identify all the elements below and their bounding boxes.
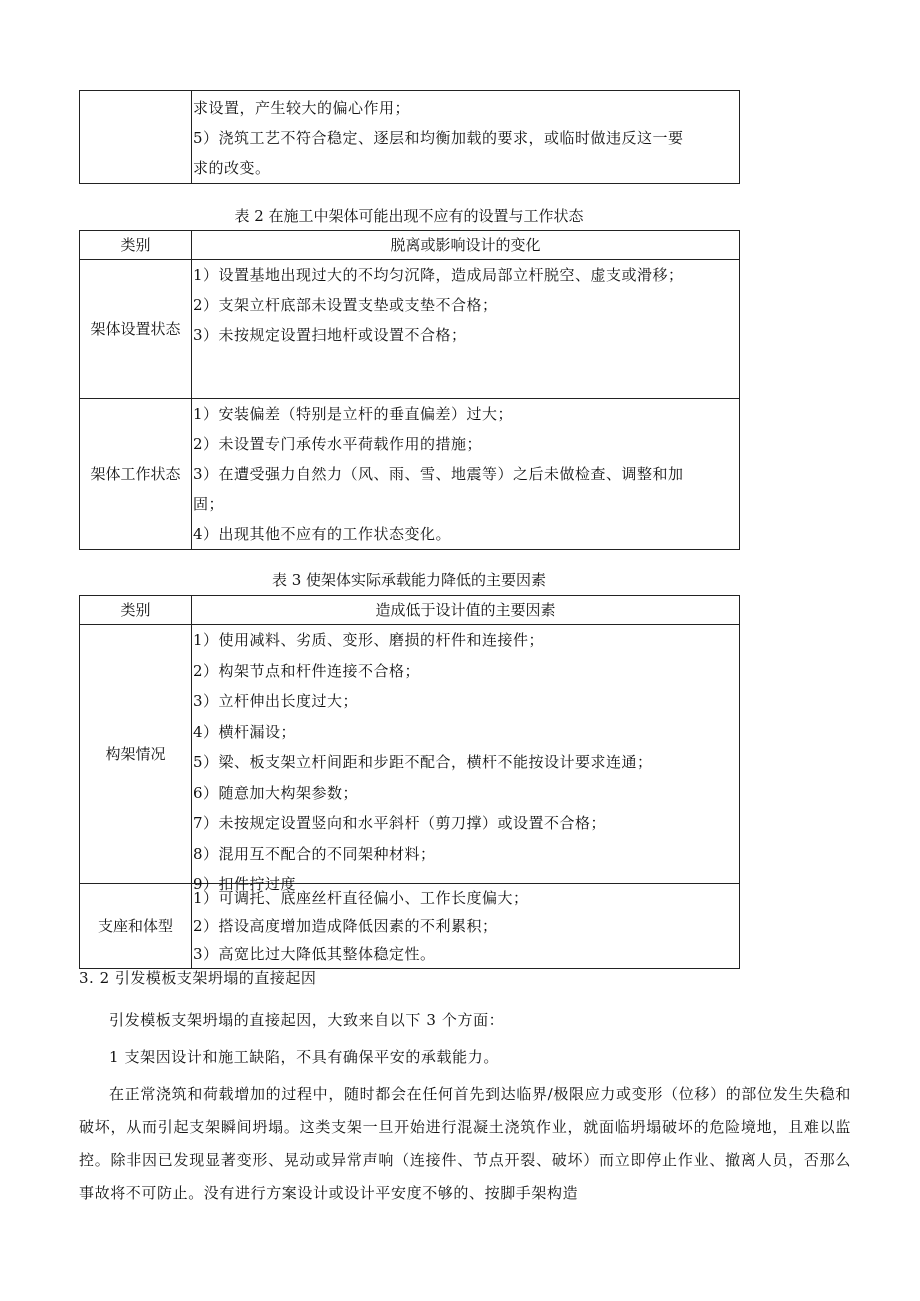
list-item: 1）使用减料、劣质、变形、磨损的杆件和连接件； bbox=[193, 631, 545, 649]
clipped-list-item: 9）扣件拧过度 bbox=[193, 875, 297, 893]
list-item: 2）构架节点和杆件连接不合格； bbox=[193, 661, 421, 680]
list-item: 2）未设置专门承传水平荷载作用的措施； bbox=[193, 435, 483, 453]
content-cell bbox=[192, 399, 740, 550]
content-cell bbox=[192, 91, 740, 184]
table-header-row bbox=[80, 596, 740, 625]
category-cell: 架体设置状态 bbox=[80, 260, 192, 399]
list-item: 1）安装偏差（特别是立杆的垂直偏差）过大； bbox=[193, 405, 514, 423]
table-2 bbox=[79, 230, 740, 550]
list-item: 7）未按规定设置竖向和水平斜杆（剪刀撑）或设置不合格； bbox=[193, 814, 607, 832]
category-cell: 构架情况 bbox=[80, 625, 192, 884]
table-3-caption: 表 3 使架体实际承载能力降低的主要因素 bbox=[271, 571, 547, 589]
category-cell: 架体工作状态 bbox=[80, 399, 192, 550]
table-3 bbox=[79, 595, 740, 969]
header-factors: 造成低于设计值的主要因素 bbox=[192, 596, 740, 625]
table-row bbox=[80, 399, 740, 550]
point-paragraph: 1 支架因设计和施工缺陷，不具有确保平安的承载能力。 bbox=[109, 1048, 499, 1066]
list-item: 2）支架立杆底部未设置支垫或支垫不合格； bbox=[193, 296, 498, 314]
table-2-caption: 表 2 在施工中架体可能出现不应有的设置与工作状态 bbox=[234, 207, 584, 225]
list-item: 2）搭设高度增加造成降低因素的不利累积； bbox=[193, 917, 498, 935]
table-row bbox=[80, 884, 740, 969]
list-item: 求的改变。 bbox=[193, 159, 271, 177]
content-cell bbox=[192, 625, 740, 893]
list-item: 3）立杆伸出长度过大； bbox=[193, 692, 359, 710]
list-item: 1）设置基地出现过大的不均匀沉降，造成局部立杆脱空、虚支或滑移； bbox=[193, 266, 684, 284]
intro-paragraph: 引发模板支架坍塌的直接起因，大致来自以下 3 个方面： bbox=[109, 1011, 505, 1029]
category-cell: 支座和体型 bbox=[80, 884, 192, 969]
list-item: 4）横杆漏设； bbox=[193, 722, 297, 741]
list-item: 5）浇筑工艺不符合稳定、逐层和均衡加载的要求，或临时做违反这一要 bbox=[193, 129, 684, 147]
list-item: 求设置，产生较大的偏心作用； bbox=[193, 99, 411, 117]
table-continued bbox=[79, 90, 740, 184]
header-category: 类别 bbox=[80, 231, 192, 260]
category-cell bbox=[80, 91, 192, 184]
content-cell bbox=[192, 884, 740, 969]
table-row bbox=[80, 625, 740, 884]
table-header-row bbox=[80, 231, 740, 260]
list-item: 3）在遭受强力自然力（风、雨、雪、地震等）之后未做检查、调整和加 bbox=[193, 465, 684, 483]
table-row bbox=[80, 260, 740, 399]
list-item: 1）可调托、底座丝杆直径偏小、工作长度偏大； bbox=[193, 889, 529, 907]
list-item: 8）混用互不配合的不同架种材料； bbox=[193, 844, 436, 863]
list-item: 3）未按规定设置扫地杆或设置不合格； bbox=[193, 326, 467, 344]
list-item: 固； bbox=[193, 495, 225, 513]
list-item: 6）随意加大构架参数； bbox=[193, 783, 359, 802]
list-item: 5）梁、板支架立杆间距和步距不配合，横杆不能按设计要求连通； bbox=[193, 753, 653, 771]
body-text bbox=[79, 1004, 851, 1210]
header-changes: 脱离或影响设计的变化 bbox=[192, 231, 740, 260]
list-item: 3）高宽比过大降低其整体稳定性。 bbox=[193, 945, 436, 963]
header-category: 类别 bbox=[80, 596, 192, 625]
table-row bbox=[80, 91, 740, 184]
body-paragraph: 在正常浇筑和荷载增加的过程中，随时都会在任何首先到达临界/极限应力或变形（位移）的部位发生失稳和破坏，从而引起支架瞬间坍塌。这类支架一旦开始进行混凝土浇筑作业，就面临坍塌破坏的危险境地，且难以监控。除非因已发现显著变形、晃动或异常声响（连接件、节点开裂、破坏）而立即停止作业、撤离人员，否那么事故将不可防止。没有进行方案设计或设计平安度不够的、按脚手架构造 bbox=[79, 1085, 851, 1202]
section-heading: 3. 2 引发模板支架坍塌的直接起因 bbox=[79, 969, 317, 987]
content-cell bbox=[192, 260, 740, 399]
list-item: 4）出现其他不应有的工作状态变化。 bbox=[193, 525, 452, 543]
